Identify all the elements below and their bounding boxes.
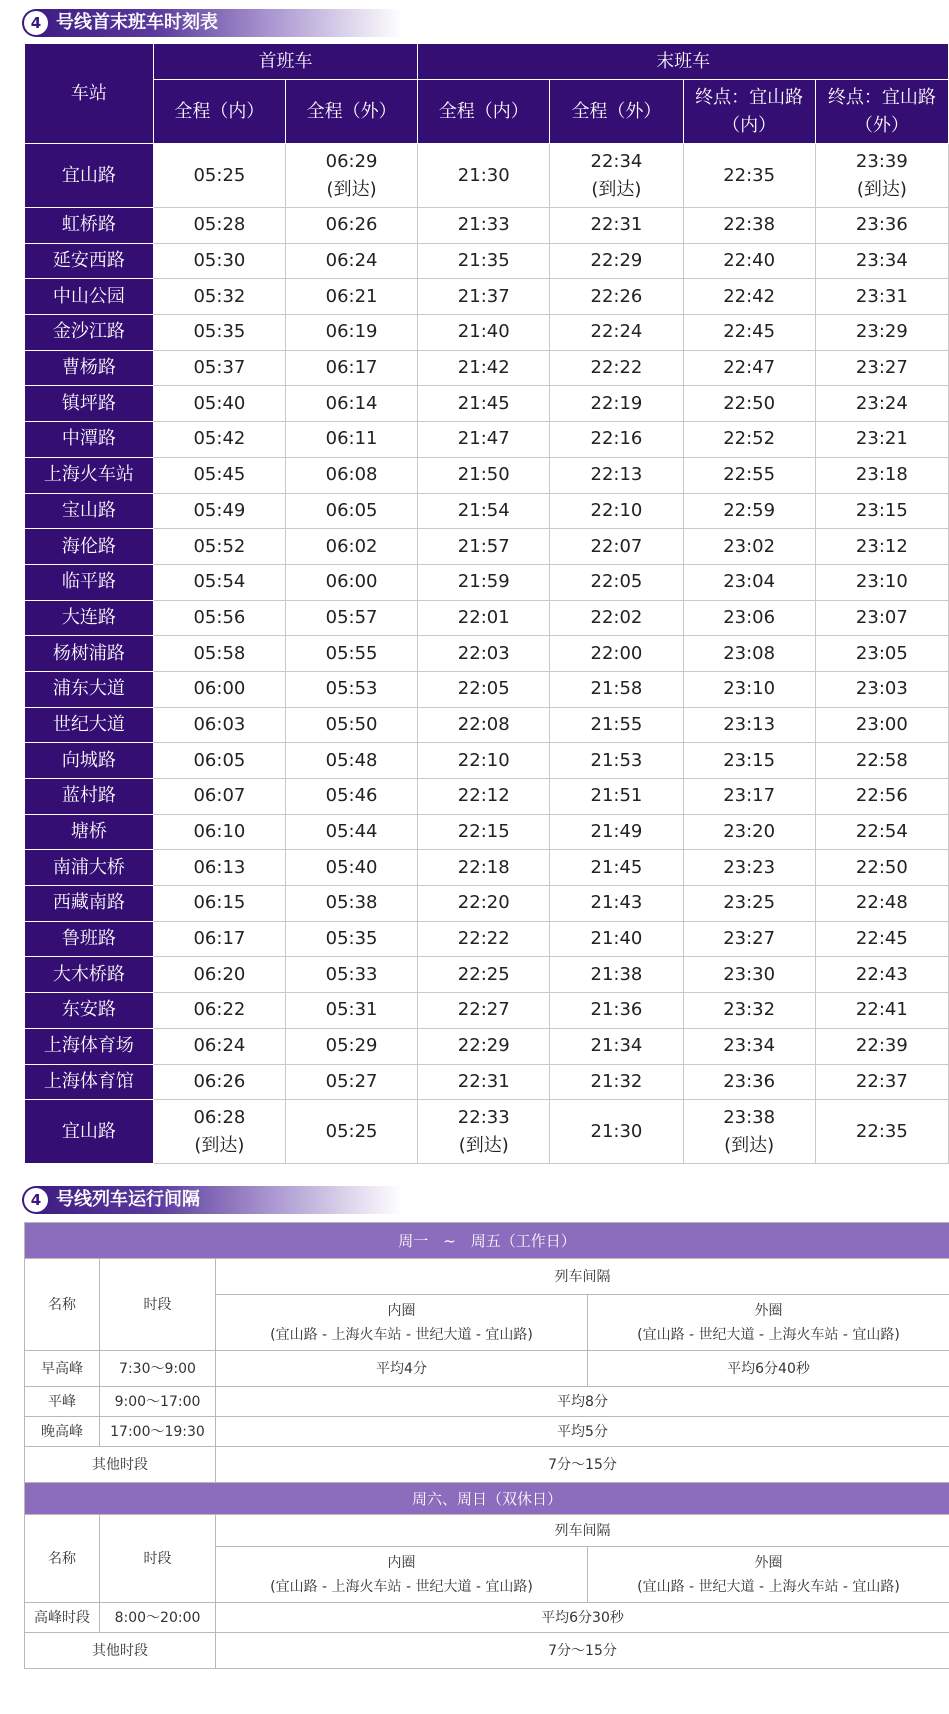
time-cell: 23:23: [683, 850, 815, 886]
table-row: [25, 1028, 949, 1064]
time-cell: 05:32: [153, 279, 285, 315]
time-cell: 22:31: [550, 208, 683, 244]
time-cell: 21:35: [418, 243, 550, 279]
station-name: 浦东大道: [25, 671, 154, 707]
time-cell: 06:10: [153, 814, 285, 850]
time-cell: 05:53: [286, 671, 418, 707]
interval-value: 7分～15分: [216, 1633, 949, 1669]
time-header: 时段: [100, 1515, 216, 1603]
time-cell: 22:01: [418, 600, 550, 636]
time-cell: 05:40: [153, 386, 285, 422]
time-cell: 22:34 (到达): [550, 144, 683, 208]
time-cell: 21:50: [418, 457, 550, 493]
first-train-header: 首班车: [153, 44, 417, 80]
section-banner-timetable: [22, 9, 402, 37]
time-cell: 23:08: [683, 636, 815, 672]
time-cell: 22:50: [815, 850, 948, 886]
table-row: [25, 707, 949, 743]
station-name: 南浦大桥: [25, 850, 154, 886]
time-cell: 23:20: [683, 814, 815, 850]
time-cell: 05:55: [286, 636, 418, 672]
time-cell: 05:27: [286, 1064, 418, 1100]
inner-loop-header: [216, 1295, 588, 1351]
time-cell: 21:30: [418, 144, 550, 208]
inner-loop-label: 内圈: [387, 1302, 416, 1319]
time-cell: 06:21: [286, 279, 418, 315]
station-name: 塘桥: [25, 814, 154, 850]
table-row: [25, 1100, 949, 1164]
time-cell: 22:07: [550, 529, 683, 565]
time-cell: 21:58: [550, 671, 683, 707]
station-name: 临平路: [25, 564, 154, 600]
station-name: 虹桥路: [25, 208, 154, 244]
time-cell: 23:02: [683, 529, 815, 565]
line-number-badge: 4: [24, 1188, 48, 1212]
time-cell: 22:10: [550, 493, 683, 529]
time-cell: 22:03: [418, 636, 550, 672]
station-name: 镇坪路: [25, 386, 154, 422]
interval-value: 7分～15分: [216, 1447, 949, 1483]
table-row: [25, 743, 949, 779]
time-cell: 05:38: [286, 886, 418, 922]
time-cell: 23:13: [683, 707, 815, 743]
name-header: 名称: [25, 1259, 100, 1351]
time-cell: 22:12: [418, 779, 550, 815]
station-name: 宜山路: [25, 1100, 154, 1164]
time-cell: 23:34: [815, 243, 948, 279]
time-cell: 21:40: [418, 315, 550, 351]
column-header: 终点：宜山路（内）: [683, 80, 815, 144]
outer-loop-label: 外圈: [754, 1302, 783, 1319]
time-cell: 22:25: [418, 957, 550, 993]
time-cell: 06:00: [286, 564, 418, 600]
time-cell: 23:10: [815, 564, 948, 600]
table-row: [25, 850, 949, 886]
time-cell: 23:25: [683, 886, 815, 922]
inner-loop-route: (宜山路 - 上海火车站 - 世纪大道 - 宜山路): [270, 1326, 533, 1343]
station-name: 鲁班路: [25, 921, 154, 957]
time-cell: 23:05: [815, 636, 948, 672]
station-name: 延安西路: [25, 243, 154, 279]
time-cell: 22:18: [418, 850, 550, 886]
period-name: 平峰: [25, 1387, 100, 1417]
time-cell: 06:05: [286, 493, 418, 529]
time-cell: 22:52: [683, 422, 815, 458]
time-cell: 21:32: [550, 1064, 683, 1100]
time-cell: 05:31: [286, 993, 418, 1029]
time-cell: 22:40: [683, 243, 815, 279]
time-cell: 05:35: [286, 921, 418, 957]
station-name: 曹杨路: [25, 350, 154, 386]
column-header: 终点：宜山路（外）: [815, 80, 948, 144]
period-name: 其他时段: [25, 1447, 216, 1483]
time-cell: 22:31: [418, 1064, 550, 1100]
time-cell: 23:04: [683, 564, 815, 600]
time-cell: 06:20: [153, 957, 285, 993]
table-row: [25, 671, 949, 707]
time-cell: 21:45: [550, 850, 683, 886]
time-cell: 21:51: [550, 779, 683, 815]
period-name: 晚高峰: [25, 1417, 100, 1447]
station-name: 向城路: [25, 743, 154, 779]
time-cell: 23:15: [815, 493, 948, 529]
time-cell: 21:34: [550, 1028, 683, 1064]
time-cell: 06:24: [153, 1028, 285, 1064]
station-name: 中山公园: [25, 279, 154, 315]
time-cell: 05:33: [286, 957, 418, 993]
time-cell: 23:31: [815, 279, 948, 315]
time-cell: 21:42: [418, 350, 550, 386]
period-time: 9:00～17:00: [100, 1387, 216, 1417]
time-cell: 22:13: [550, 457, 683, 493]
time-cell: 22:47: [683, 350, 815, 386]
time-cell: 22:29: [418, 1028, 550, 1064]
time-cell: 22:58: [815, 743, 948, 779]
column-header: 全程（外）: [550, 80, 683, 144]
period-name: 高峰时段: [25, 1603, 100, 1633]
time-cell: 05:54: [153, 564, 285, 600]
time-cell: 22:16: [550, 422, 683, 458]
train-interval-table: [24, 1222, 949, 1669]
time-cell: 06:28 (到达): [153, 1100, 285, 1164]
time-cell: 21:43: [550, 886, 683, 922]
time-cell: 22:43: [815, 957, 948, 993]
station-name: 上海火车站: [25, 457, 154, 493]
time-cell: 05:35: [153, 315, 285, 351]
time-cell: 22:48: [815, 886, 948, 922]
time-cell: 21:57: [418, 529, 550, 565]
station-name: 上海体育场: [25, 1028, 154, 1064]
interval-value: 平均8分: [216, 1387, 949, 1417]
time-cell: 06:24: [286, 243, 418, 279]
time-cell: 22:05: [418, 671, 550, 707]
time-cell: 22:38: [683, 208, 815, 244]
time-cell: 21:30: [550, 1100, 683, 1164]
inner-interval: 平均4分: [216, 1351, 588, 1387]
section-banner-interval: [22, 1186, 402, 1214]
time-cell: 23:07: [815, 600, 948, 636]
table-row: [25, 636, 949, 672]
time-cell: 23:36: [683, 1064, 815, 1100]
time-cell: 22:39: [815, 1028, 948, 1064]
time-cell: 23:29: [815, 315, 948, 351]
time-cell: 21:55: [550, 707, 683, 743]
table-row: [25, 422, 949, 458]
time-cell: 06:17: [286, 350, 418, 386]
column-header: 全程（内）: [153, 80, 285, 144]
time-cell: 22:20: [418, 886, 550, 922]
last-train-header: 末班车: [418, 44, 949, 80]
table-row: [25, 600, 949, 636]
inner-loop-route: (宜山路 - 上海火车站 - 世纪大道 - 宜山路): [270, 1578, 533, 1595]
time-cell: 21:53: [550, 743, 683, 779]
inner-loop-label: 内圈: [387, 1554, 416, 1571]
table-row: [25, 779, 949, 815]
time-cell: 22:37: [815, 1064, 948, 1100]
interval-header: 列车间隔: [216, 1259, 949, 1295]
table-row: [25, 144, 949, 208]
time-cell: 06:13: [153, 850, 285, 886]
time-cell: 05:28: [153, 208, 285, 244]
time-cell: 05:49: [153, 493, 285, 529]
time-cell: 21:45: [418, 386, 550, 422]
station-name: 金沙江路: [25, 315, 154, 351]
weekday-section-title: 周一 ~ 周五（工作日）: [25, 1223, 949, 1259]
time-cell: 22:41: [815, 993, 948, 1029]
period-name: 早高峰: [25, 1351, 100, 1387]
station-header: 车站: [25, 44, 154, 144]
outer-interval: 平均6分40秒: [588, 1351, 949, 1387]
time-cell: 22:29: [550, 243, 683, 279]
time-cell: 06:26: [153, 1064, 285, 1100]
outer-loop-header: [588, 1547, 949, 1603]
table-row: [25, 814, 949, 850]
time-cell: 23:39 (到达): [815, 144, 948, 208]
table-row: [25, 208, 949, 244]
time-cell: 21:47: [418, 422, 550, 458]
table-row: [25, 529, 949, 565]
time-cell: 06:05: [153, 743, 285, 779]
station-name: 宝山路: [25, 493, 154, 529]
time-cell: 21:33: [418, 208, 550, 244]
outer-loop-route: (宜山路 - 世纪大道 - 上海火车站 - 宜山路): [637, 1326, 900, 1343]
table-row: [25, 243, 949, 279]
time-cell: 22:54: [815, 814, 948, 850]
first-last-train-timetable: [24, 43, 949, 1164]
section-title: 号线列车运行间隔: [56, 1189, 200, 1210]
time-cell: 05:30: [153, 243, 285, 279]
time-cell: 05:44: [286, 814, 418, 850]
station-name: 西藏南路: [25, 886, 154, 922]
time-cell: 22:45: [815, 921, 948, 957]
time-cell: 22:27: [418, 993, 550, 1029]
time-cell: 23:17: [683, 779, 815, 815]
time-cell: 23:36: [815, 208, 948, 244]
time-cell: 22:55: [683, 457, 815, 493]
time-cell: 05:29: [286, 1028, 418, 1064]
table-row: [25, 564, 949, 600]
time-cell: 05:57: [286, 600, 418, 636]
column-header: 全程（外）: [286, 80, 418, 144]
table-row: [25, 993, 949, 1029]
time-cell: 06:22: [153, 993, 285, 1029]
outer-loop-label: 外圈: [754, 1554, 783, 1571]
table-row: [25, 315, 949, 351]
period-time: 17:00～19:30: [100, 1417, 216, 1447]
station-name: 大连路: [25, 600, 154, 636]
time-cell: 23:27: [683, 921, 815, 957]
name-header: 名称: [25, 1515, 100, 1603]
time-cell: 06:00: [153, 671, 285, 707]
time-cell: 22:59: [683, 493, 815, 529]
time-cell: 23:18: [815, 457, 948, 493]
time-cell: 05:58: [153, 636, 285, 672]
time-cell: 21:49: [550, 814, 683, 850]
time-cell: 22:26: [550, 279, 683, 315]
outer-loop-header: [588, 1295, 949, 1351]
time-cell: 23:34: [683, 1028, 815, 1064]
time-cell: 21:54: [418, 493, 550, 529]
time-cell: 05:40: [286, 850, 418, 886]
time-cell: 22:08: [418, 707, 550, 743]
time-cell: 22:45: [683, 315, 815, 351]
time-cell: 22:42: [683, 279, 815, 315]
time-cell: 22:19: [550, 386, 683, 422]
time-cell: 06:11: [286, 422, 418, 458]
column-header: 全程（内）: [418, 80, 550, 144]
time-cell: 23:21: [815, 422, 948, 458]
line-number-badge: 4: [24, 11, 48, 35]
station-name: 杨树浦路: [25, 636, 154, 672]
time-cell: 05:42: [153, 422, 285, 458]
table-row: [25, 493, 949, 529]
station-name: 东安路: [25, 993, 154, 1029]
time-cell: 06:14: [286, 386, 418, 422]
table-row: [25, 957, 949, 993]
station-name: 世纪大道: [25, 707, 154, 743]
time-cell: 05:46: [286, 779, 418, 815]
inner-loop-header: [216, 1547, 588, 1603]
interval-value: 平均5分: [216, 1417, 949, 1447]
time-cell: 06:07: [153, 779, 285, 815]
time-cell: 06:03: [153, 707, 285, 743]
time-cell: 23:12: [815, 529, 948, 565]
weekend-section-title: 周六、周日（双休日）: [25, 1483, 949, 1515]
station-name: 海伦路: [25, 529, 154, 565]
time-cell: 06:02: [286, 529, 418, 565]
time-cell: 22:35: [683, 144, 815, 208]
time-cell: 05:48: [286, 743, 418, 779]
time-cell: 06:08: [286, 457, 418, 493]
time-cell: 05:25: [286, 1100, 418, 1164]
outer-loop-route: (宜山路 - 世纪大道 - 上海火车站 - 宜山路): [637, 1578, 900, 1595]
time-cell: 21:36: [550, 993, 683, 1029]
time-cell: 06:15: [153, 886, 285, 922]
time-cell: 22:35: [815, 1100, 948, 1164]
time-cell: 05:50: [286, 707, 418, 743]
time-cell: 23:30: [683, 957, 815, 993]
time-cell: 22:15: [418, 814, 550, 850]
time-cell: 22:50: [683, 386, 815, 422]
time-cell: 22:02: [550, 600, 683, 636]
period-time: 8:00～20:00: [100, 1603, 216, 1633]
time-cell: 23:15: [683, 743, 815, 779]
time-cell: 21:40: [550, 921, 683, 957]
time-cell: 22:00: [550, 636, 683, 672]
table-row: [25, 386, 949, 422]
time-cell: 23:32: [683, 993, 815, 1029]
time-cell: 23:27: [815, 350, 948, 386]
time-cell: 23:10: [683, 671, 815, 707]
station-name: 宜山路: [25, 144, 154, 208]
station-name: 蓝村路: [25, 779, 154, 815]
time-cell: 05:56: [153, 600, 285, 636]
time-cell: 05:25: [153, 144, 285, 208]
station-name: 上海体育馆: [25, 1064, 154, 1100]
time-cell: 22:22: [418, 921, 550, 957]
time-cell: 23:24: [815, 386, 948, 422]
time-cell: 21:59: [418, 564, 550, 600]
time-cell: 06:26: [286, 208, 418, 244]
time-cell: 22:24: [550, 315, 683, 351]
time-cell: 22:56: [815, 779, 948, 815]
section-title: 号线首末班车时刻表: [56, 12, 218, 33]
table-row: [25, 1064, 949, 1100]
interval-value: 平均6分30秒: [216, 1603, 949, 1633]
time-cell: 23:06: [683, 600, 815, 636]
time-cell: 22:10: [418, 743, 550, 779]
time-cell: 05:45: [153, 457, 285, 493]
period-name: 其他时段: [25, 1633, 216, 1669]
time-cell: 06:17: [153, 921, 285, 957]
period-time: 7:30～9:00: [100, 1351, 216, 1387]
time-cell: 05:52: [153, 529, 285, 565]
station-name: 中潭路: [25, 422, 154, 458]
time-cell: 06:19: [286, 315, 418, 351]
time-cell: 23:00: [815, 707, 948, 743]
time-cell: 22:05: [550, 564, 683, 600]
time-cell: 06:29 (到达): [286, 144, 418, 208]
interval-header: 列车间隔: [216, 1515, 949, 1547]
time-cell: 23:03: [815, 671, 948, 707]
table-row: [25, 279, 949, 315]
station-name: 大木桥路: [25, 957, 154, 993]
time-cell: 22:33 (到达): [418, 1100, 550, 1164]
time-cell: 05:37: [153, 350, 285, 386]
time-cell: 22:22: [550, 350, 683, 386]
time-cell: 21:37: [418, 279, 550, 315]
table-row: [25, 921, 949, 957]
time-cell: 23:38 (到达): [683, 1100, 815, 1164]
time-cell: 21:38: [550, 957, 683, 993]
table-row: [25, 457, 949, 493]
time-header: 时段: [100, 1259, 216, 1351]
table-row: [25, 350, 949, 386]
table-row: [25, 886, 949, 922]
